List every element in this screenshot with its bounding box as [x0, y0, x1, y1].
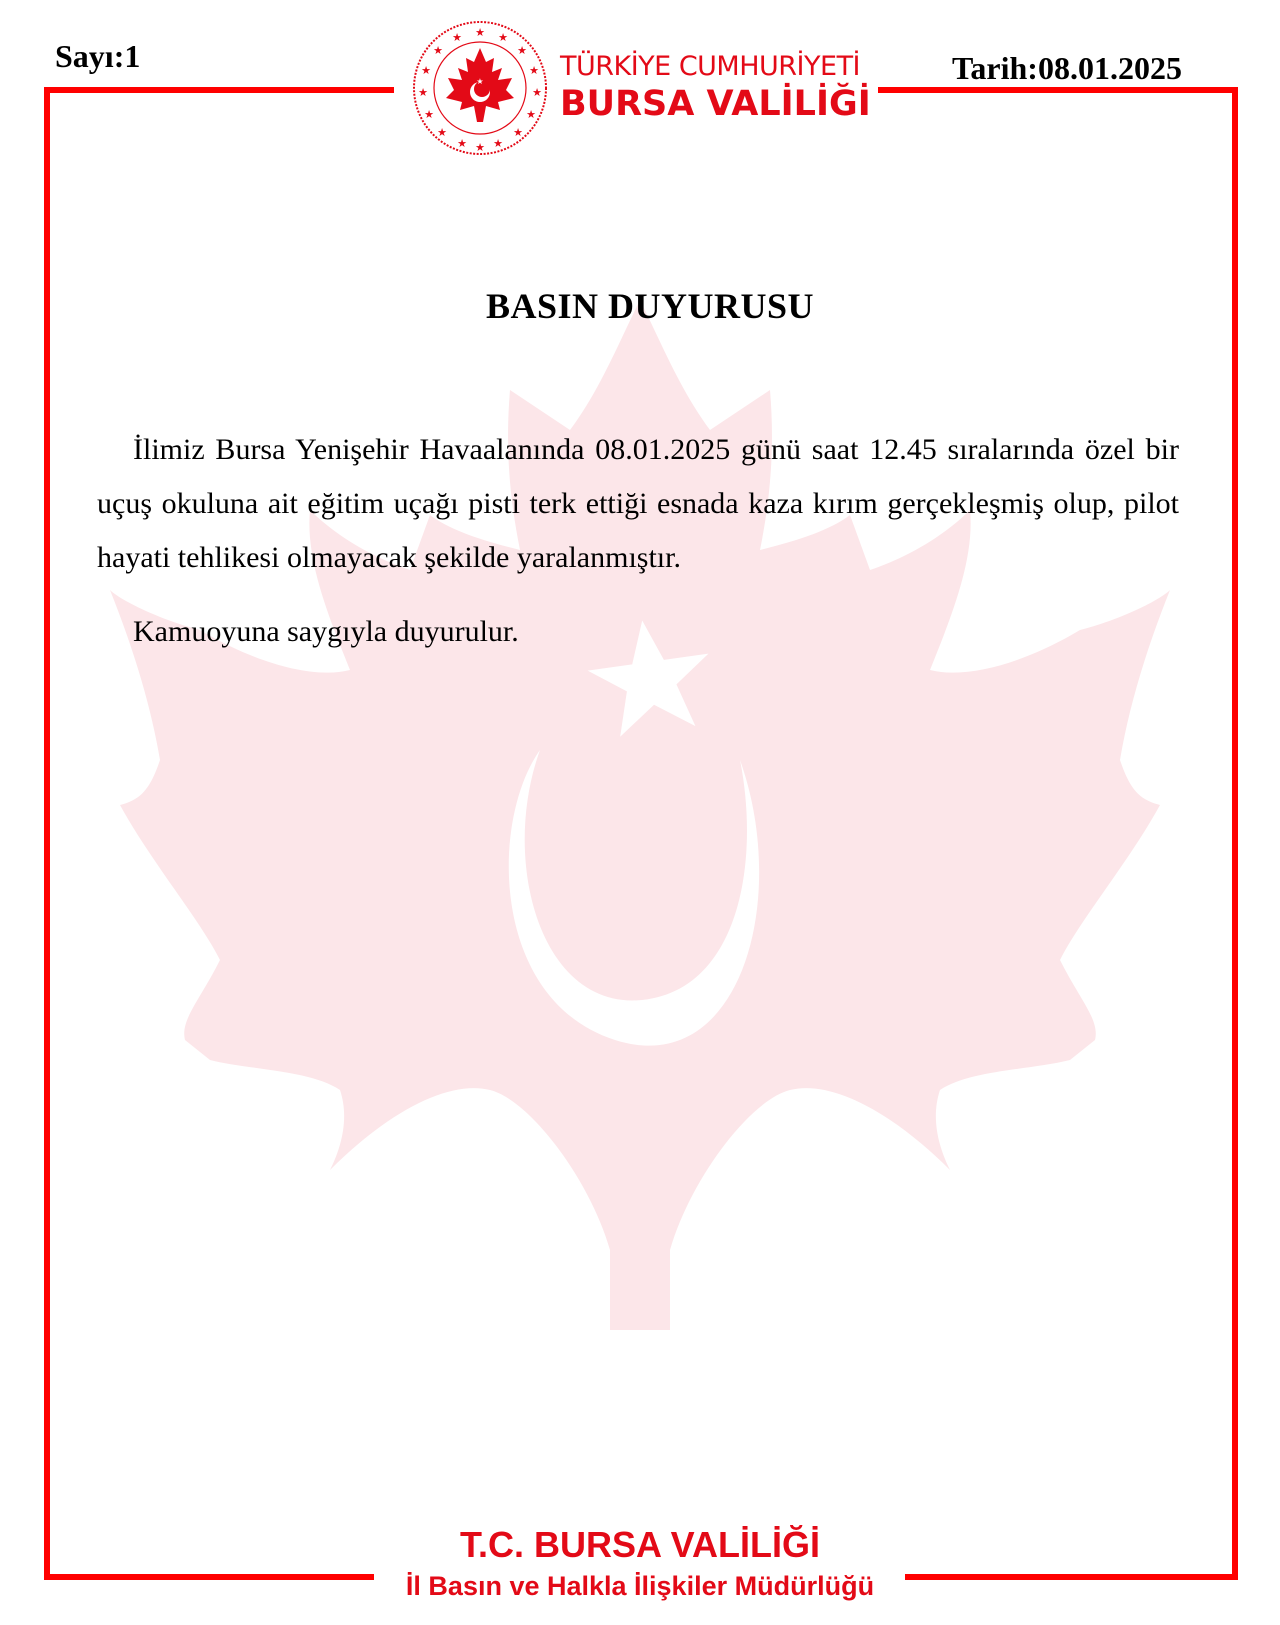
- maple-leaf-crescent-star-seal-icon: [410, 18, 550, 158]
- logo-title-governorship: BURSA VALİLİĞİ: [560, 84, 871, 124]
- footer-institution: T.C. BURSA VALİLİĞİ: [460, 1524, 820, 1565]
- svg-text:★: ★: [421, 64, 431, 77]
- svg-text:★: ★: [433, 44, 443, 57]
- document-date: Tarih:08.01.2025: [952, 50, 1182, 86]
- svg-text:★: ★: [475, 26, 485, 39]
- svg-text:★: ★: [476, 77, 484, 86]
- footer-department: İl Basın ve Halkla İlişkiler Müdürlüğü: [405, 1571, 875, 1601]
- footer-signature: [0, 1524, 1280, 1604]
- svg-text:★: ★: [529, 64, 539, 77]
- svg-text:★: ★: [526, 108, 536, 121]
- svg-text:★: ★: [517, 44, 527, 57]
- frame-top-right-border: [878, 87, 1238, 93]
- document-body: [97, 423, 1179, 659]
- svg-text:★: ★: [452, 31, 462, 44]
- logo-title-republic: TÜRKİYE CUMHURİYETİ: [560, 51, 861, 82]
- svg-text:★: ★: [532, 86, 542, 99]
- svg-text:★: ★: [475, 141, 485, 154]
- svg-text:★: ★: [493, 137, 503, 150]
- body-paragraph: İlimiz Bursa Yenişehir Havaalanında 08.01.2025 günü saat 12.45 sıralarında özel bir uçuş okuluna ait eğitim uçağı pisti terk ettiği esnada kaza kırım gerçekleşmiş olup, pilot hayati tehlikesi olmayacak şekilde yaralanmıştır.: [97, 433, 1179, 574]
- svg-text:★: ★: [498, 31, 508, 44]
- document-number: Sayı:1: [55, 38, 141, 74]
- svg-text:★: ★: [418, 86, 428, 99]
- svg-text:★: ★: [513, 126, 523, 139]
- governorship-logo: [410, 18, 880, 158]
- page-title: BASIN DUYURUSU: [485, 286, 815, 326]
- svg-text:★: ★: [424, 108, 434, 121]
- svg-text:★: ★: [457, 137, 467, 150]
- svg-text:★: ★: [437, 126, 447, 139]
- frame-top-left-border: [44, 87, 394, 93]
- closing-paragraph: Kamuoyuna saygıyla duyurulur.: [133, 615, 519, 648]
